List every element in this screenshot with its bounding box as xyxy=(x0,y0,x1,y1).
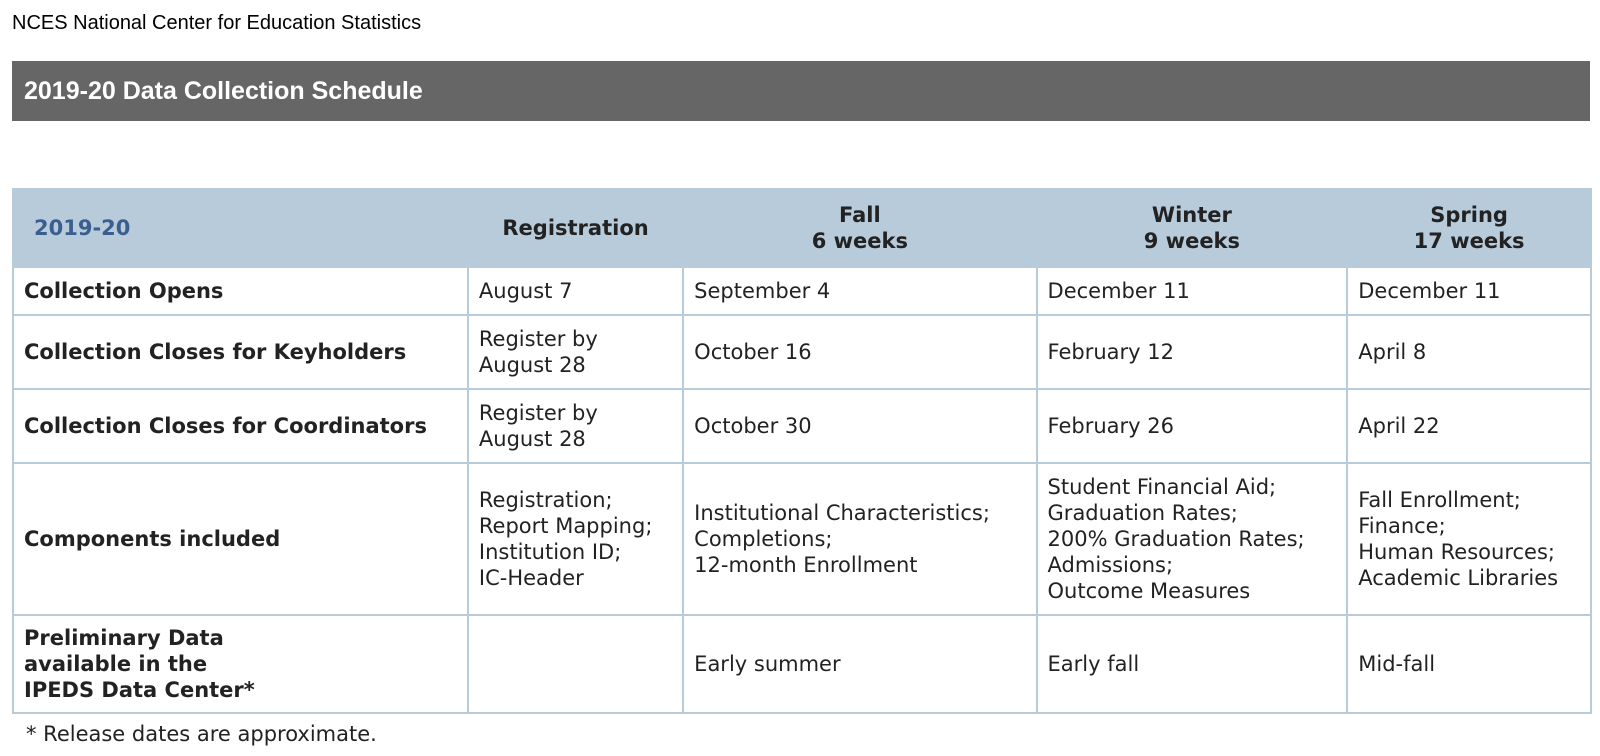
header-spring: Spring 17 weeks xyxy=(1347,189,1591,267)
table-cell: Early fall xyxy=(1037,615,1348,713)
table-row xyxy=(13,389,1591,463)
table-row xyxy=(13,315,1591,389)
table-cell: October 16 xyxy=(683,315,1036,389)
table-cell: December 11 xyxy=(1037,267,1348,315)
table-cell: April 22 xyxy=(1347,389,1591,463)
table-cell: Register by August 28 xyxy=(468,389,683,463)
row-label: Components included xyxy=(13,463,468,615)
table-header-row xyxy=(13,189,1591,267)
row-label: Preliminary Data available in the IPEDS Data Center* xyxy=(13,615,468,713)
table-cell: February 26 xyxy=(1037,389,1348,463)
table-cell xyxy=(468,615,683,713)
page-title: 2019-20 Data Collection Schedule xyxy=(24,76,423,105)
header-fall: Fall 6 weeks xyxy=(683,189,1036,267)
table-cell: Fall Enrollment; Finance; Human Resources; Academic Libraries xyxy=(1347,463,1591,615)
table-cell: December 11 xyxy=(1347,267,1591,315)
schedule-table xyxy=(12,188,1592,714)
table-cell: September 4 xyxy=(683,267,1036,315)
table-cell: Student Financial Aid; Graduation Rates; 200% Graduation Rates; Admissions; Outcome Measures xyxy=(1037,463,1348,615)
table-cell: February 12 xyxy=(1037,315,1348,389)
table-cell: Register by August 28 xyxy=(468,315,683,389)
site-title: NCES National Center for Education Statistics xyxy=(12,12,422,34)
row-label: Collection Closes for Coordinators xyxy=(13,389,468,463)
table-cell: April 8 xyxy=(1347,315,1591,389)
page-banner xyxy=(12,61,1590,121)
header-year: 2019-20 xyxy=(13,189,468,267)
table-row xyxy=(13,463,1591,615)
header-registration: Registration xyxy=(468,189,683,267)
footnote: * Release dates are approximate. xyxy=(26,722,377,746)
table-row xyxy=(13,615,1591,713)
table-cell: Mid-fall xyxy=(1347,615,1591,713)
table-cell: October 30 xyxy=(683,389,1036,463)
row-label: Collection Opens xyxy=(13,267,468,315)
table-cell: August 7 xyxy=(468,267,683,315)
row-label: Collection Closes for Keyholders xyxy=(13,315,468,389)
table-cell: Institutional Characteristics; Completions; 12-month Enrollment xyxy=(683,463,1036,615)
table-cell: Early summer xyxy=(683,615,1036,713)
table-row xyxy=(13,267,1591,315)
table-cell: Registration; Report Mapping; Institution ID; IC-Header xyxy=(468,463,683,615)
header-winter: Winter 9 weeks xyxy=(1037,189,1348,267)
